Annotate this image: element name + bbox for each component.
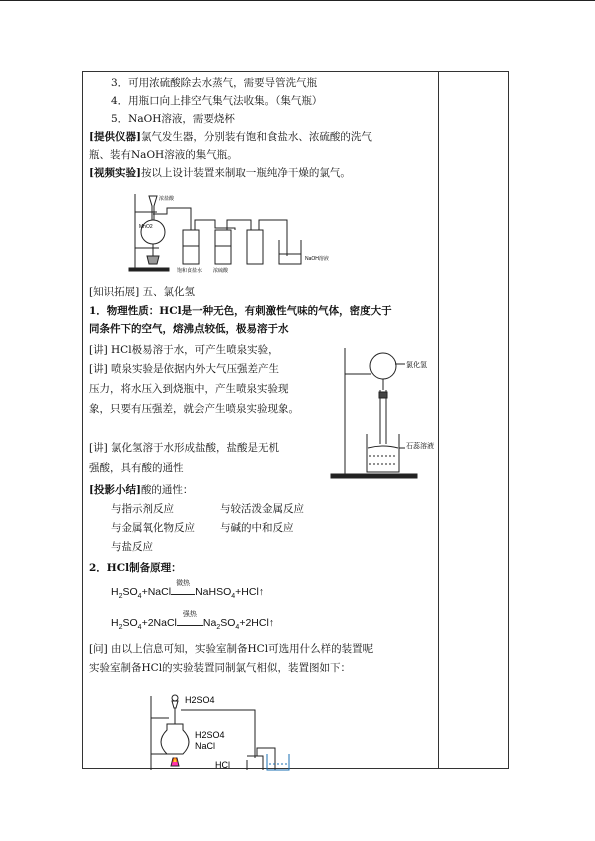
- video-text: 按以上设计装置来制取一瓶纯净干燥的氯气。: [140, 167, 351, 179]
- column-divider: [438, 72, 439, 768]
- eq2-rhs-a-sub: 2: [216, 624, 221, 632]
- apparatus-label-funnel: H2SO4: [185, 695, 215, 705]
- fig1-label-sulfuric: 浓硫酸: [213, 268, 229, 274]
- lesson-content: [89, 74, 433, 182]
- fig1-label-naoh: NaOH溶液: [305, 256, 329, 262]
- summary-item-2: 与较活泼金属反应: [220, 503, 304, 515]
- apparatus-label-gas: HCl: [215, 760, 230, 770]
- question-line-1: [问] 由以上信息可知，实验室制备HCl可选用什么样的装置呢: [89, 643, 374, 655]
- video-tag: [视频实验]: [89, 167, 141, 179]
- equipment-line-1: [89, 128, 433, 146]
- eq2-rhs-b: SO: [220, 617, 236, 629]
- equation-2: [111, 611, 275, 632]
- eq1-rhs-a-sub: 4: [231, 593, 236, 601]
- hcl-apparatus-figure: [137, 688, 317, 770]
- fountain-label-flask: 氯化氢: [406, 362, 427, 369]
- lecture-2-line-1: [讲] 喷泉实验是依据内外大气压强差产生: [89, 363, 280, 375]
- equipment-text-1: 氯气发生器，分别装有饱和食盐水、浓硫酸的洗气: [140, 131, 372, 143]
- equipment-tag: [提供仪器]: [89, 131, 141, 143]
- eq1-lhs-a-sub: 2: [118, 593, 123, 601]
- eq2-lhs-b: SO: [122, 617, 138, 629]
- apparatus-label-flask-2: NaCl: [195, 741, 216, 751]
- equipment-text-2: 瓶、装有NaOH溶液的集气瓶。: [89, 149, 238, 161]
- eq1-lhs-c: +NaCl: [141, 586, 172, 598]
- step-4: 4．用瓶口向上排空气集气法收集。（集气瓶）: [111, 95, 323, 107]
- eq1-arrow: [171, 580, 195, 595]
- eq2-lhs-a-sub: 2: [118, 624, 123, 632]
- summary-item-5: 与盐反应: [111, 541, 153, 553]
- eq1-lhs-b: SO: [122, 586, 138, 598]
- eq2-lhs-a: H: [111, 617, 119, 629]
- lecture-2-line-3: 象，只要有压强差，就会产生喷泉实验现象。: [89, 403, 299, 415]
- fig1-label-acid: 浓盐酸: [159, 196, 175, 202]
- apparatus-label-flask-1: H2SO4: [195, 730, 225, 740]
- eq2-rhs-b-sub: 4: [235, 624, 240, 632]
- fig1-label-brine: 饱和食盐水: [177, 268, 203, 274]
- lesson-table: [82, 71, 509, 769]
- summary-tag: [投影小结]: [89, 484, 141, 496]
- physical-property-1: 1．物理性质：HCl是一种无色，有刺激性气味的气体，密度大于: [89, 305, 392, 317]
- eq1-condition: 微热: [176, 580, 191, 587]
- summary-item-4: 与碱的中和反应: [220, 522, 294, 534]
- lecture-2-line-2: 压力，将水压入到烧瓶中，产生喷泉实验现: [89, 383, 289, 395]
- lecture-1: [讲] HCl极易溶于水，可产生喷泉实验，: [89, 344, 279, 356]
- lecture-3-line-2: 强酸，具有酸的通性: [89, 462, 184, 474]
- summary-line: [89, 482, 193, 497]
- eq2-arrow: [177, 611, 203, 626]
- step-5: 5．NaOH溶液，需要烧杯: [111, 113, 235, 125]
- video-line: [89, 164, 433, 182]
- eq1-lhs-a: H: [111, 586, 119, 598]
- eq2-rhs-a: Na: [202, 617, 217, 629]
- question-line-2: 实验室制备HCl的实验装置同制氯气相似，装置图如下：: [89, 662, 352, 674]
- summary-item-3: 与金属氧化物反应: [111, 522, 195, 534]
- step-3: 3．可用浓硫酸除去水蒸气，需要导管洗气瓶: [111, 77, 318, 89]
- physical-property-2: 同条件下的空气，熔沸点较低，极易溶于水: [89, 323, 289, 335]
- eq1-rhs-b: +HCl↑: [235, 586, 265, 598]
- fountain-experiment-figure: [327, 344, 434, 482]
- prep-heading: 2．HCl制备原理：: [89, 562, 182, 574]
- chlorine-apparatus-figure: [123, 190, 363, 276]
- fig1-label-mno2: MnO2: [139, 224, 153, 230]
- eq1-lhs-b-sub: 4: [137, 593, 142, 601]
- eq2-lhs-b-sub: 4: [137, 624, 142, 632]
- equation-1: [111, 580, 265, 601]
- summary-item-1: 与指示剂反应: [111, 503, 174, 515]
- eq2-lhs-c: +2NaCl: [141, 617, 177, 629]
- eq2-rhs-c: +2HCl↑: [239, 617, 275, 629]
- eq1-rhs-a: NaHSO: [195, 586, 232, 598]
- lecture-3-line-1: [讲] 氯化氢溶于水形成盐酸，盐酸是无机: [89, 442, 280, 454]
- summary-text: 酸的通性：: [140, 484, 194, 496]
- fountain-label-beaker: 石蕊溶液: [406, 443, 434, 450]
- eq2-condition: 强热: [182, 611, 197, 618]
- page-top-rule: [0, 0, 595, 1]
- knowledge-heading: [知识拓展] 五、氯化氢: [89, 286, 196, 298]
